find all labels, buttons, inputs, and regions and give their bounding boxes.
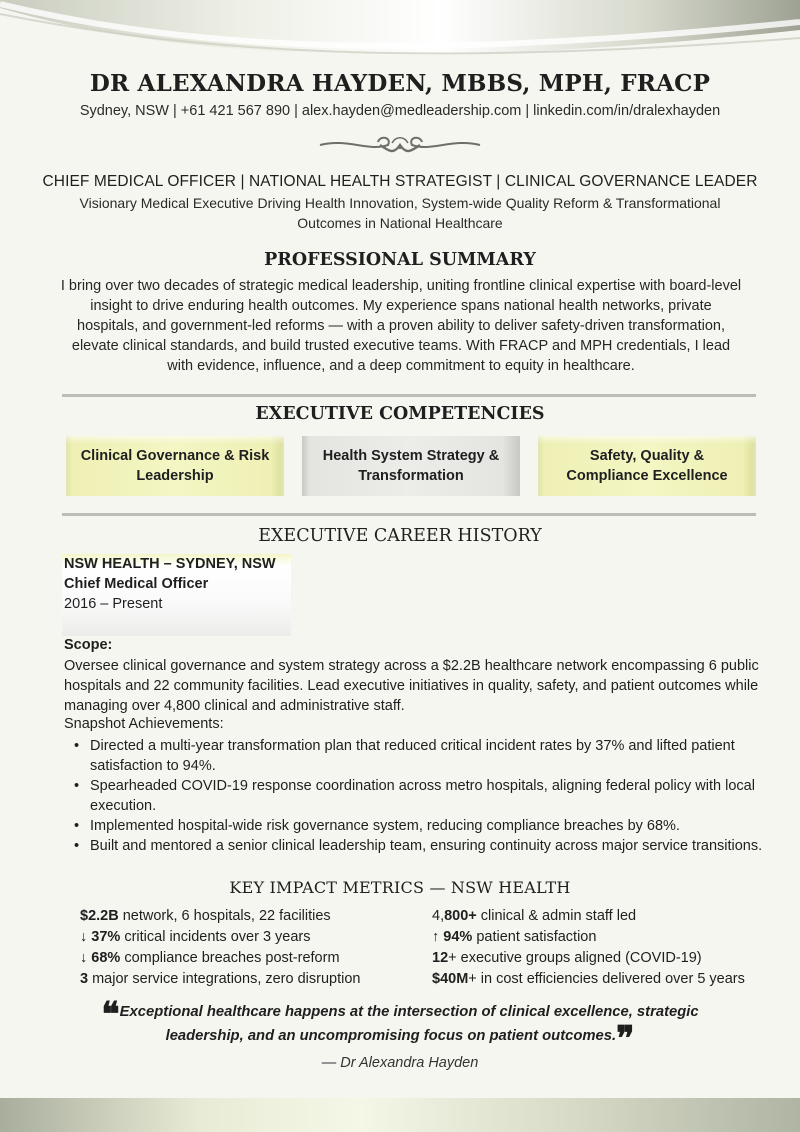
professional-headline: CHIEF MEDICAL OFFICER | NATIONAL HEALTH STRATEGIST | CLINICAL GOVERNANCE LEADER — [42, 173, 758, 190]
scope-text: Oversee clinical governance and system strategy across a $2.2B healthcare network encompassing 6 public hospitals and 22 community facilities. Lead executive initiatives in quality, safety, and patient outcomes while managing over 4,800 clinical and administrative staff. — [64, 658, 759, 714]
metric-item: $40M+ in cost efficiencies delivered over 5 years — [432, 971, 745, 987]
professional-subheadline: Visionary Medical Executive Driving Health Innovation, System-wide Quality Reform & Transformational Outcomes in National Healthcare — [79, 195, 721, 231]
competency-card-safety — [538, 436, 756, 496]
ornament-divider-icon — [318, 132, 482, 158]
resume-name: DR ALEXANDRA HAYDEN, MBBS, MPH, FRACP — [89, 70, 711, 97]
quote-attribution: — Dr Alexandra Hayden — [321, 1055, 479, 1071]
quote-text: Exceptional healthcare happens at the intersection of clinical excellence, strategic leadership, and an uncompromising focus on patient outcomes. — [119, 1004, 699, 1044]
metric-item: 12+ executive groups aligned (COVID-19) — [432, 950, 702, 966]
competency-card-strategy — [302, 436, 520, 496]
achievements-label: Snapshot Achievements: — [64, 716, 224, 732]
job-title: Chief Medical Officer — [64, 576, 209, 592]
job-dates: 2016 – Present — [64, 596, 163, 612]
swoosh-graphic — [0, 0, 800, 58]
achievement-item: • Spearheaded COVID-19 response coordination across metro hospitals, aligning federal policy with local execution. — [90, 776, 790, 816]
employer-name: NSW HEALTH – SYDNEY, NSW — [64, 556, 276, 572]
metric-item: $2.2B network, 6 hospitals, 22 facilities — [80, 908, 331, 924]
contact-line: Sydney, NSW | +61 421 567 890 | alex.hayden@medleadership.com | linkedin.com/in/dralexhayden — [79, 103, 721, 119]
metric-item: ↓ 37% critical incidents over 3 years — [80, 929, 311, 945]
section-divider — [62, 394, 756, 397]
close-quote-icon: ❞ — [616, 1019, 635, 1059]
competency-label: Safety, Quality & Compliance Excellence — [566, 448, 728, 484]
metrics-left-column — [80, 906, 360, 990]
section-divider — [62, 513, 756, 516]
competency-card-governance — [66, 436, 284, 496]
achievement-item: • Implemented hospital-wide risk governance system, reducing compliance breaches by 68%. — [90, 816, 790, 836]
summary-text: I bring over two decades of strategic medical leadership, uniting frontline clinical expertise with board-level insight to drive enduring health outcomes. My experience spans national health networks, private hospitals, and government-led reforms — with a proven ability to deliver safety-driven transformation, elevate clinical standards, and build trusted executive teams. With FRACP and MPH credentials, I lead with evidence, influence, and a deep commitment to equity in healthcare. — [60, 278, 742, 374]
open-quote-icon: ❝ — [101, 995, 120, 1035]
career-history-title: EXECUTIVE CAREER HISTORY — [258, 526, 542, 546]
metric-item: ↑ 94% patient satisfaction — [432, 929, 597, 945]
metric-item: 4,800+ clinical & admin staff led — [432, 908, 637, 924]
metrics-title: KEY IMPACT METRICS — NSW HEALTH — [229, 878, 571, 897]
metric-item: 3 major service integrations, zero disruption — [80, 971, 361, 987]
signature-quote — [70, 995, 730, 1059]
achievement-item: • Directed a multi-year transformation plan that reduced critical incident rates by 37% and lifted patient satisfaction to 94%. — [90, 736, 790, 776]
metric-item: ↓ 68% compliance breaches post-reform — [80, 950, 340, 966]
achievements-list — [64, 736, 790, 856]
competency-label: Health System Strategy & Transformation — [322, 448, 500, 484]
metrics-right-column — [432, 906, 745, 990]
competency-label: Clinical Governance & Risk Leadership — [80, 448, 270, 484]
scope-label: Scope: — [64, 637, 113, 653]
footer-decorative-band — [0, 1098, 800, 1132]
header-decorative-band — [0, 0, 800, 58]
competencies-title: EXECUTIVE COMPETENCIES — [255, 404, 545, 424]
summary-title: PROFESSIONAL SUMMARY — [264, 250, 536, 270]
achievement-item: • Built and mentored a senior clinical leadership team, ensuring continuity across major service transitions. — [90, 836, 790, 856]
